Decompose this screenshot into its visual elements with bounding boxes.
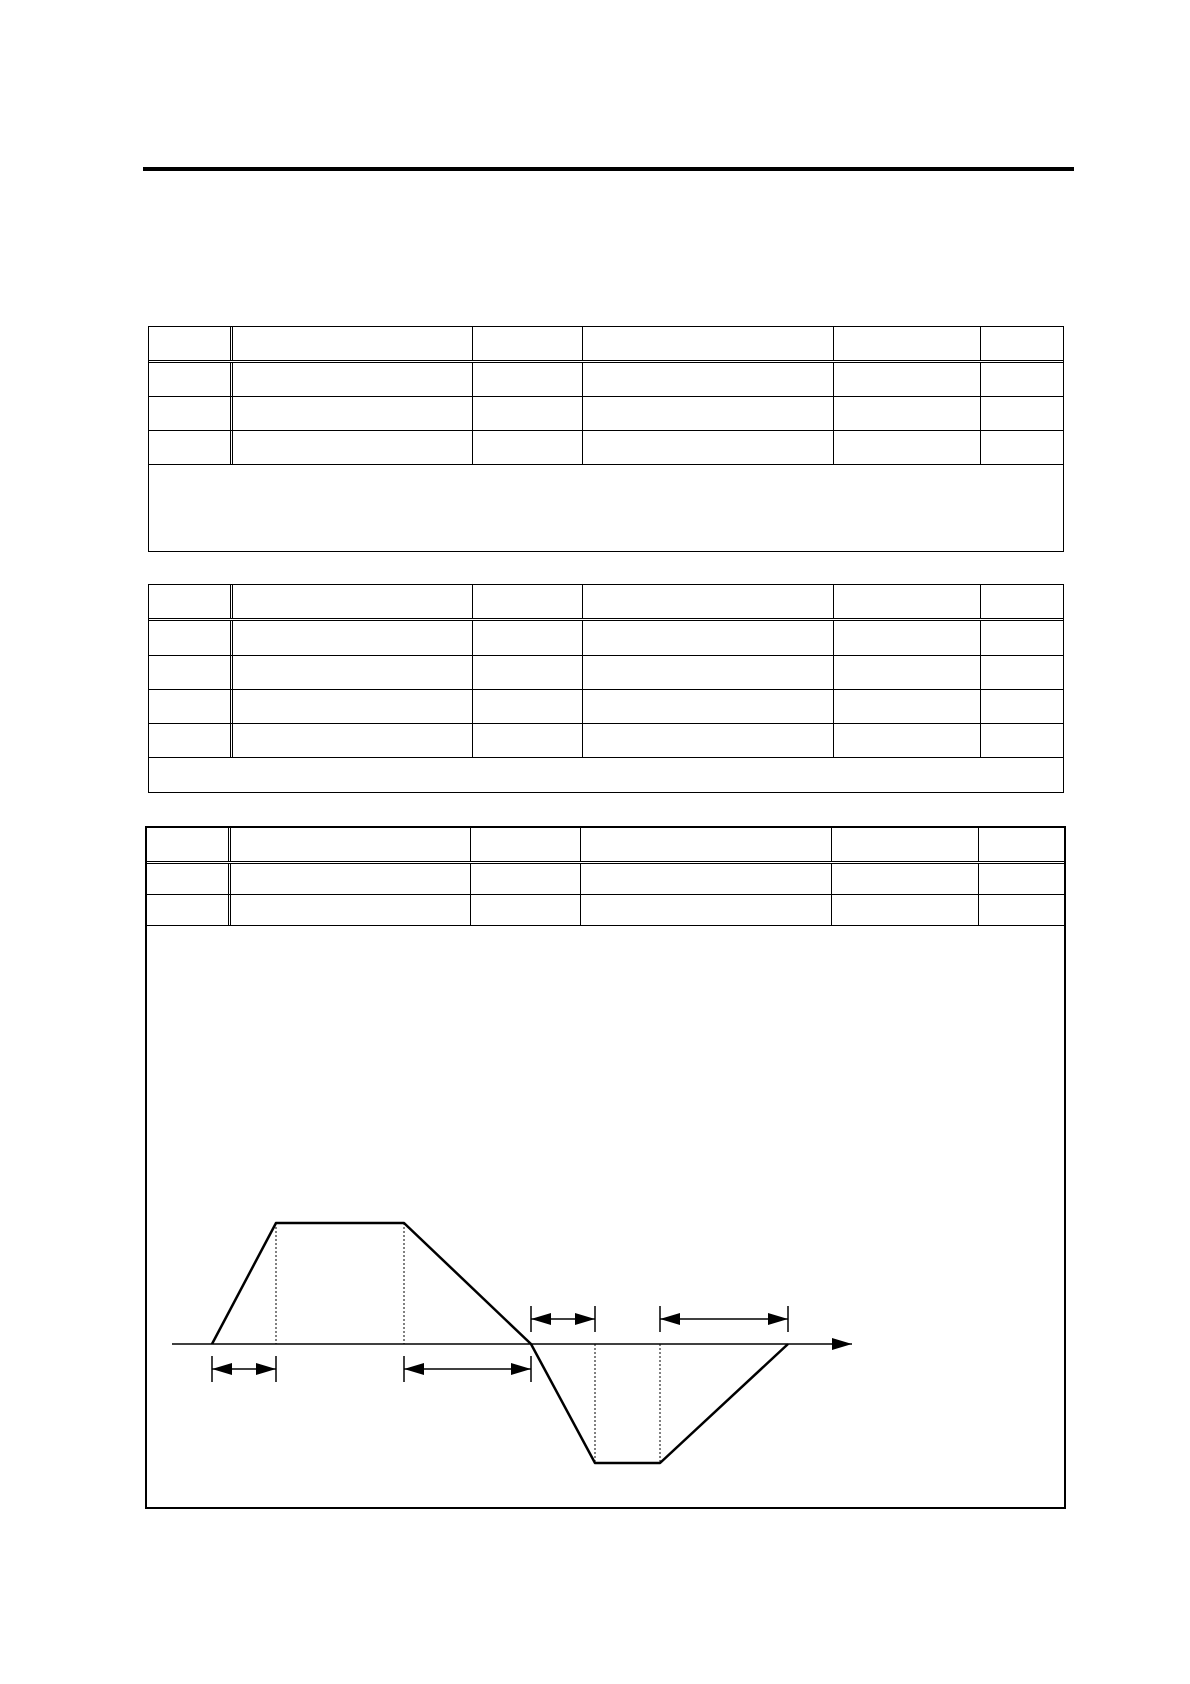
dimension-reverse-accel-time: [531, 1306, 595, 1332]
speed-profile-curve: [212, 1223, 788, 1463]
dimension-reverse-decel-time: [660, 1306, 788, 1332]
dimension-decel-time: [404, 1356, 531, 1382]
time-axis-arrow-icon: [832, 1338, 852, 1350]
dimension-accel-time: [212, 1356, 276, 1382]
